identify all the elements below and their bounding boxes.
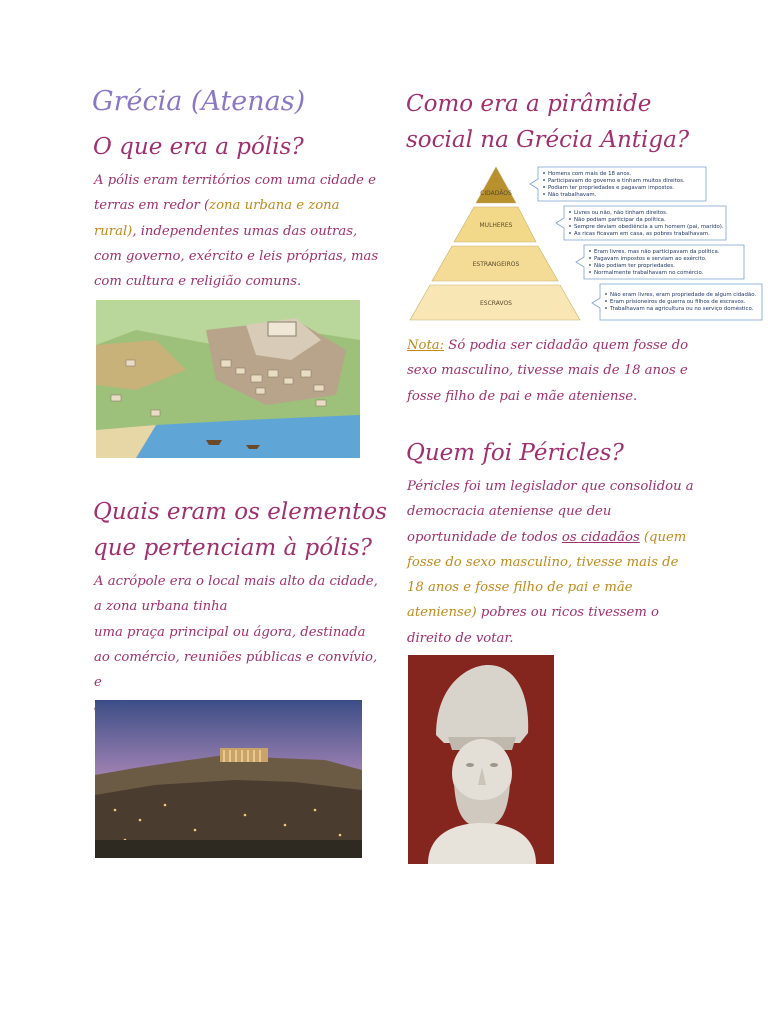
elements-heading-line: que pertenciam à pólis? <box>93 535 372 561</box>
note-label: Nota: <box>407 338 445 353</box>
box-item: Participavam do governo e tinham muitos direitos. <box>548 178 685 184</box>
polis-heading: O que era a pólis? <box>93 134 304 160</box>
note-line: sexo masculino, tivesse mais de 18 anos e <box>407 363 688 379</box>
box-item: Não podiam participar da política. <box>574 217 666 223</box>
pericles-line: ateniense) pobres ou ricos tivessem o <box>407 605 659 621</box>
box-item: Homens com mais de 18 anos. <box>548 171 632 177</box>
pyramid-label: CIDADÃOS <box>480 190 512 197</box>
pyramid-heading <box>406 86 689 158</box>
pericles-heading: Quem foi Péricles? <box>406 440 624 466</box>
social-pyramid-diagram <box>408 165 764 323</box>
acropolis-photo <box>95 700 362 858</box>
polis-line: com governo, exército e leis próprias, mas <box>94 248 379 264</box>
note-line: Nota: Só podia ser cidadão quem fosse do <box>407 338 689 353</box>
pericles-line: fosse do sexo masculino, tivesse mais de <box>407 554 679 570</box>
elements-heading-line: Quais eram os elementos <box>93 499 387 525</box>
elements-line: uma praça principal ou ágora, destinada <box>94 624 366 640</box>
polis-line: A pólis eram territórios com uma cidade e <box>94 173 376 188</box>
box-item: Trabalhavam na agricultura ou no serviço doméstico. <box>610 306 754 312</box>
elements-line: a zona urbana tinha <box>94 599 228 615</box>
elements-paragraph <box>94 569 384 721</box>
pericles-line: 18 anos e fosse filho de pai e mãe <box>407 580 633 596</box>
pericles-bust-photo <box>408 655 554 864</box>
pyramid-label: ESCRAVOS <box>480 300 512 307</box>
box-item: Normalmente trabalhavam no comércio. <box>594 270 704 276</box>
pyramid-level-cidadaos <box>476 167 516 203</box>
polis-illustration <box>96 300 360 458</box>
pyramid-heading-line: Como era a pirâmide <box>406 91 652 117</box>
note-paragraph <box>407 333 707 409</box>
polis-paragraph <box>94 168 384 294</box>
pyramid-label: MULHERES <box>479 222 513 229</box>
elements-heading <box>93 494 387 566</box>
box-item: Eram prisioneiros de guerra ou filhos de escravos. <box>610 299 746 305</box>
elements-line: ao comércio, reuniões públicas e convívio, e <box>94 649 378 691</box>
box-item: Pagavam impostos e serviam ao exército. <box>594 256 707 262</box>
box-item: Livres ou não, não tinham direitos. <box>574 210 668 216</box>
note-line: fosse filho de pai e mãe ateniense. <box>407 388 638 404</box>
polis-line: terras em redor (zona urbana e zona <box>94 198 340 214</box>
polis-line: rural), independentes umas das outras, <box>94 223 358 239</box>
page-title: Grécia (Atenas) <box>92 86 306 117</box>
pericles-line: Péricles foi um legislador que consolidou a <box>407 479 694 494</box>
elements-line: A acrópole era o local mais alto da cidade, <box>94 574 378 589</box>
box-item: As ricas ficavam em casa, as pobres trabalhavam. <box>574 231 710 237</box>
box-item: Não eram livres, eram propriedade de algum cidadão. <box>610 292 757 298</box>
pericles-paragraph <box>407 474 707 651</box>
pyramid-label: ESTRANGEIROS <box>472 261 520 268</box>
pyramid-heading-line: social na Grécia Antiga? <box>406 127 690 153</box>
pericles-line: democracia ateniense que deu <box>407 504 612 520</box>
pericles-line: oportunidade de todos os cidadãos (quem <box>407 529 687 545</box>
box-item: Não trabalhavam. <box>548 192 597 198</box>
box-item: Sempre deviam obediência a um homem (pai, marido). <box>574 224 724 230</box>
pericles-line: direito de votar. <box>407 630 514 646</box>
polis-line: com cultura e religião comuns. <box>94 274 302 290</box>
box-item: Não podiam ter propriedades. <box>594 263 675 269</box>
box-item: Eram livres, mas não participavam da política. <box>594 249 720 255</box>
box-item: Podiam ter propriedades e pagavam impostos. <box>548 185 675 191</box>
